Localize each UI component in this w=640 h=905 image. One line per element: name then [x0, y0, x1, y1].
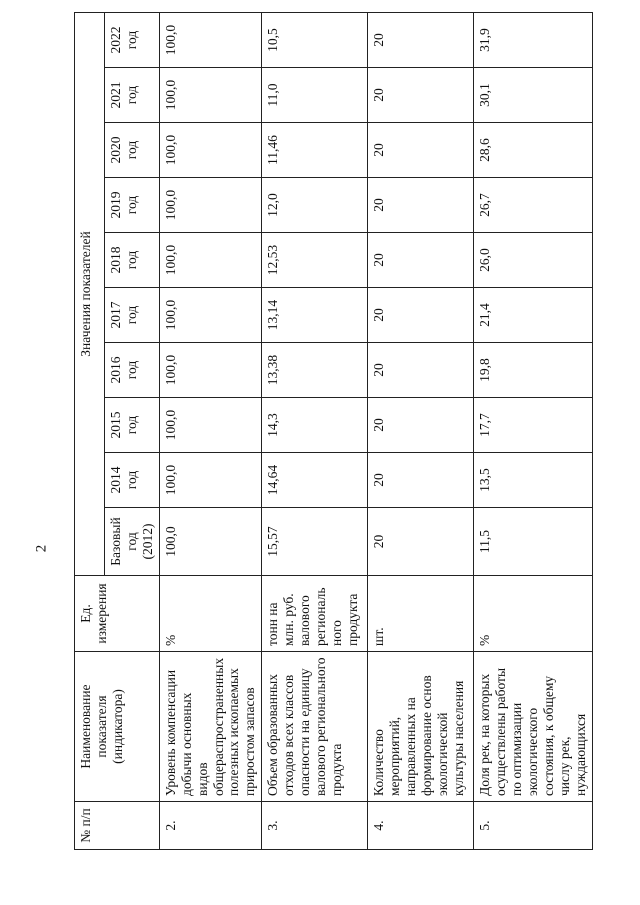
row-value: 13,5	[474, 453, 592, 508]
row-no: 4.	[368, 802, 474, 850]
header-year: 2017 год	[105, 288, 160, 343]
table-row	[159, 13, 262, 850]
row-value: 13,14	[262, 288, 368, 343]
row-value: 20	[368, 398, 474, 453]
row-value: 100,0	[159, 68, 262, 123]
header-year: 2016 год	[105, 343, 160, 398]
header-year: 2015 год	[105, 398, 160, 453]
header-values-group: Значения показателей	[75, 13, 105, 576]
row-value: 17,7	[474, 398, 592, 453]
row-value: 100,0	[159, 398, 262, 453]
row-value: 11,0	[262, 68, 368, 123]
header-unit: Ед. измерения	[75, 576, 160, 652]
table-row	[368, 13, 474, 850]
table-row	[474, 13, 592, 850]
row-value: 20	[368, 508, 474, 576]
row-value: 20	[368, 288, 474, 343]
row-no: 5.	[474, 802, 592, 850]
indicators-table	[74, 12, 593, 850]
row-value: 20	[368, 123, 474, 178]
row-value: 100,0	[159, 288, 262, 343]
row-value: 20	[368, 453, 474, 508]
row-value: 20	[368, 343, 474, 398]
row-value: 100,0	[159, 233, 262, 288]
row-unit: %	[159, 576, 262, 652]
header-year: 2019 год	[105, 178, 160, 233]
row-value: 14,64	[262, 453, 368, 508]
table-row	[262, 13, 368, 850]
header-name: Наименование показателя (индикатора)	[75, 652, 160, 802]
row-value: 100,0	[159, 343, 262, 398]
row-value: 100,0	[159, 508, 262, 576]
header-year: 2014 год	[105, 453, 160, 508]
row-value: 11,5	[474, 508, 592, 576]
header-year: 2020 год	[105, 123, 160, 178]
row-value: 12,0	[262, 178, 368, 233]
row-value: 100,0	[159, 123, 262, 178]
row-no: 2.	[159, 802, 262, 850]
header-row-top	[75, 13, 105, 850]
row-unit: шт.	[368, 576, 474, 652]
row-name: Уровень компенсации добычи основных видов общераспространенных полезных ископаемых приростом запасов	[159, 652, 262, 802]
row-value: 20	[368, 68, 474, 123]
row-value: 19,8	[474, 343, 592, 398]
row-value: 11,46	[262, 123, 368, 178]
row-value: 26,7	[474, 178, 592, 233]
row-value: 20	[368, 13, 474, 68]
row-unit: %	[474, 576, 592, 652]
row-value: 21,4	[474, 288, 592, 343]
row-value: 100,0	[159, 453, 262, 508]
row-name: Доля рек, на которых осуществлены работы по оптимизации экологического состояния, к общему числу рек, нуждающихся	[474, 652, 592, 802]
row-value: 31,9	[474, 13, 592, 68]
row-no: 3.	[262, 802, 368, 850]
page-number: 2	[33, 544, 50, 553]
row-value: 30,1	[474, 68, 592, 123]
row-value: 28,6	[474, 123, 592, 178]
row-name: Количество мероприятий, направленных на формирование основ экологической культуры населения	[368, 652, 474, 802]
row-value: 12,53	[262, 233, 368, 288]
row-value: 10,5	[262, 13, 368, 68]
row-name: Объем образованных отходов всех классов опасности на единицу валового регионального продукта	[262, 652, 368, 802]
header-year: 2022 год	[105, 13, 160, 68]
row-value: 100,0	[159, 13, 262, 68]
header-year: 2021 год	[105, 68, 160, 123]
header-year: Базовый год (2012)	[105, 508, 160, 576]
row-unit: тонн на млн. руб. валового региональ ного продукта	[262, 576, 368, 652]
row-value: 26,0	[474, 233, 592, 288]
row-value: 20	[368, 233, 474, 288]
row-value: 15,57	[262, 508, 368, 576]
row-value: 20	[368, 178, 474, 233]
row-value: 100,0	[159, 178, 262, 233]
header-year: 2018 год	[105, 233, 160, 288]
row-value: 13,38	[262, 343, 368, 398]
header-no: № п/п	[75, 802, 160, 850]
row-value: 14,3	[262, 398, 368, 453]
